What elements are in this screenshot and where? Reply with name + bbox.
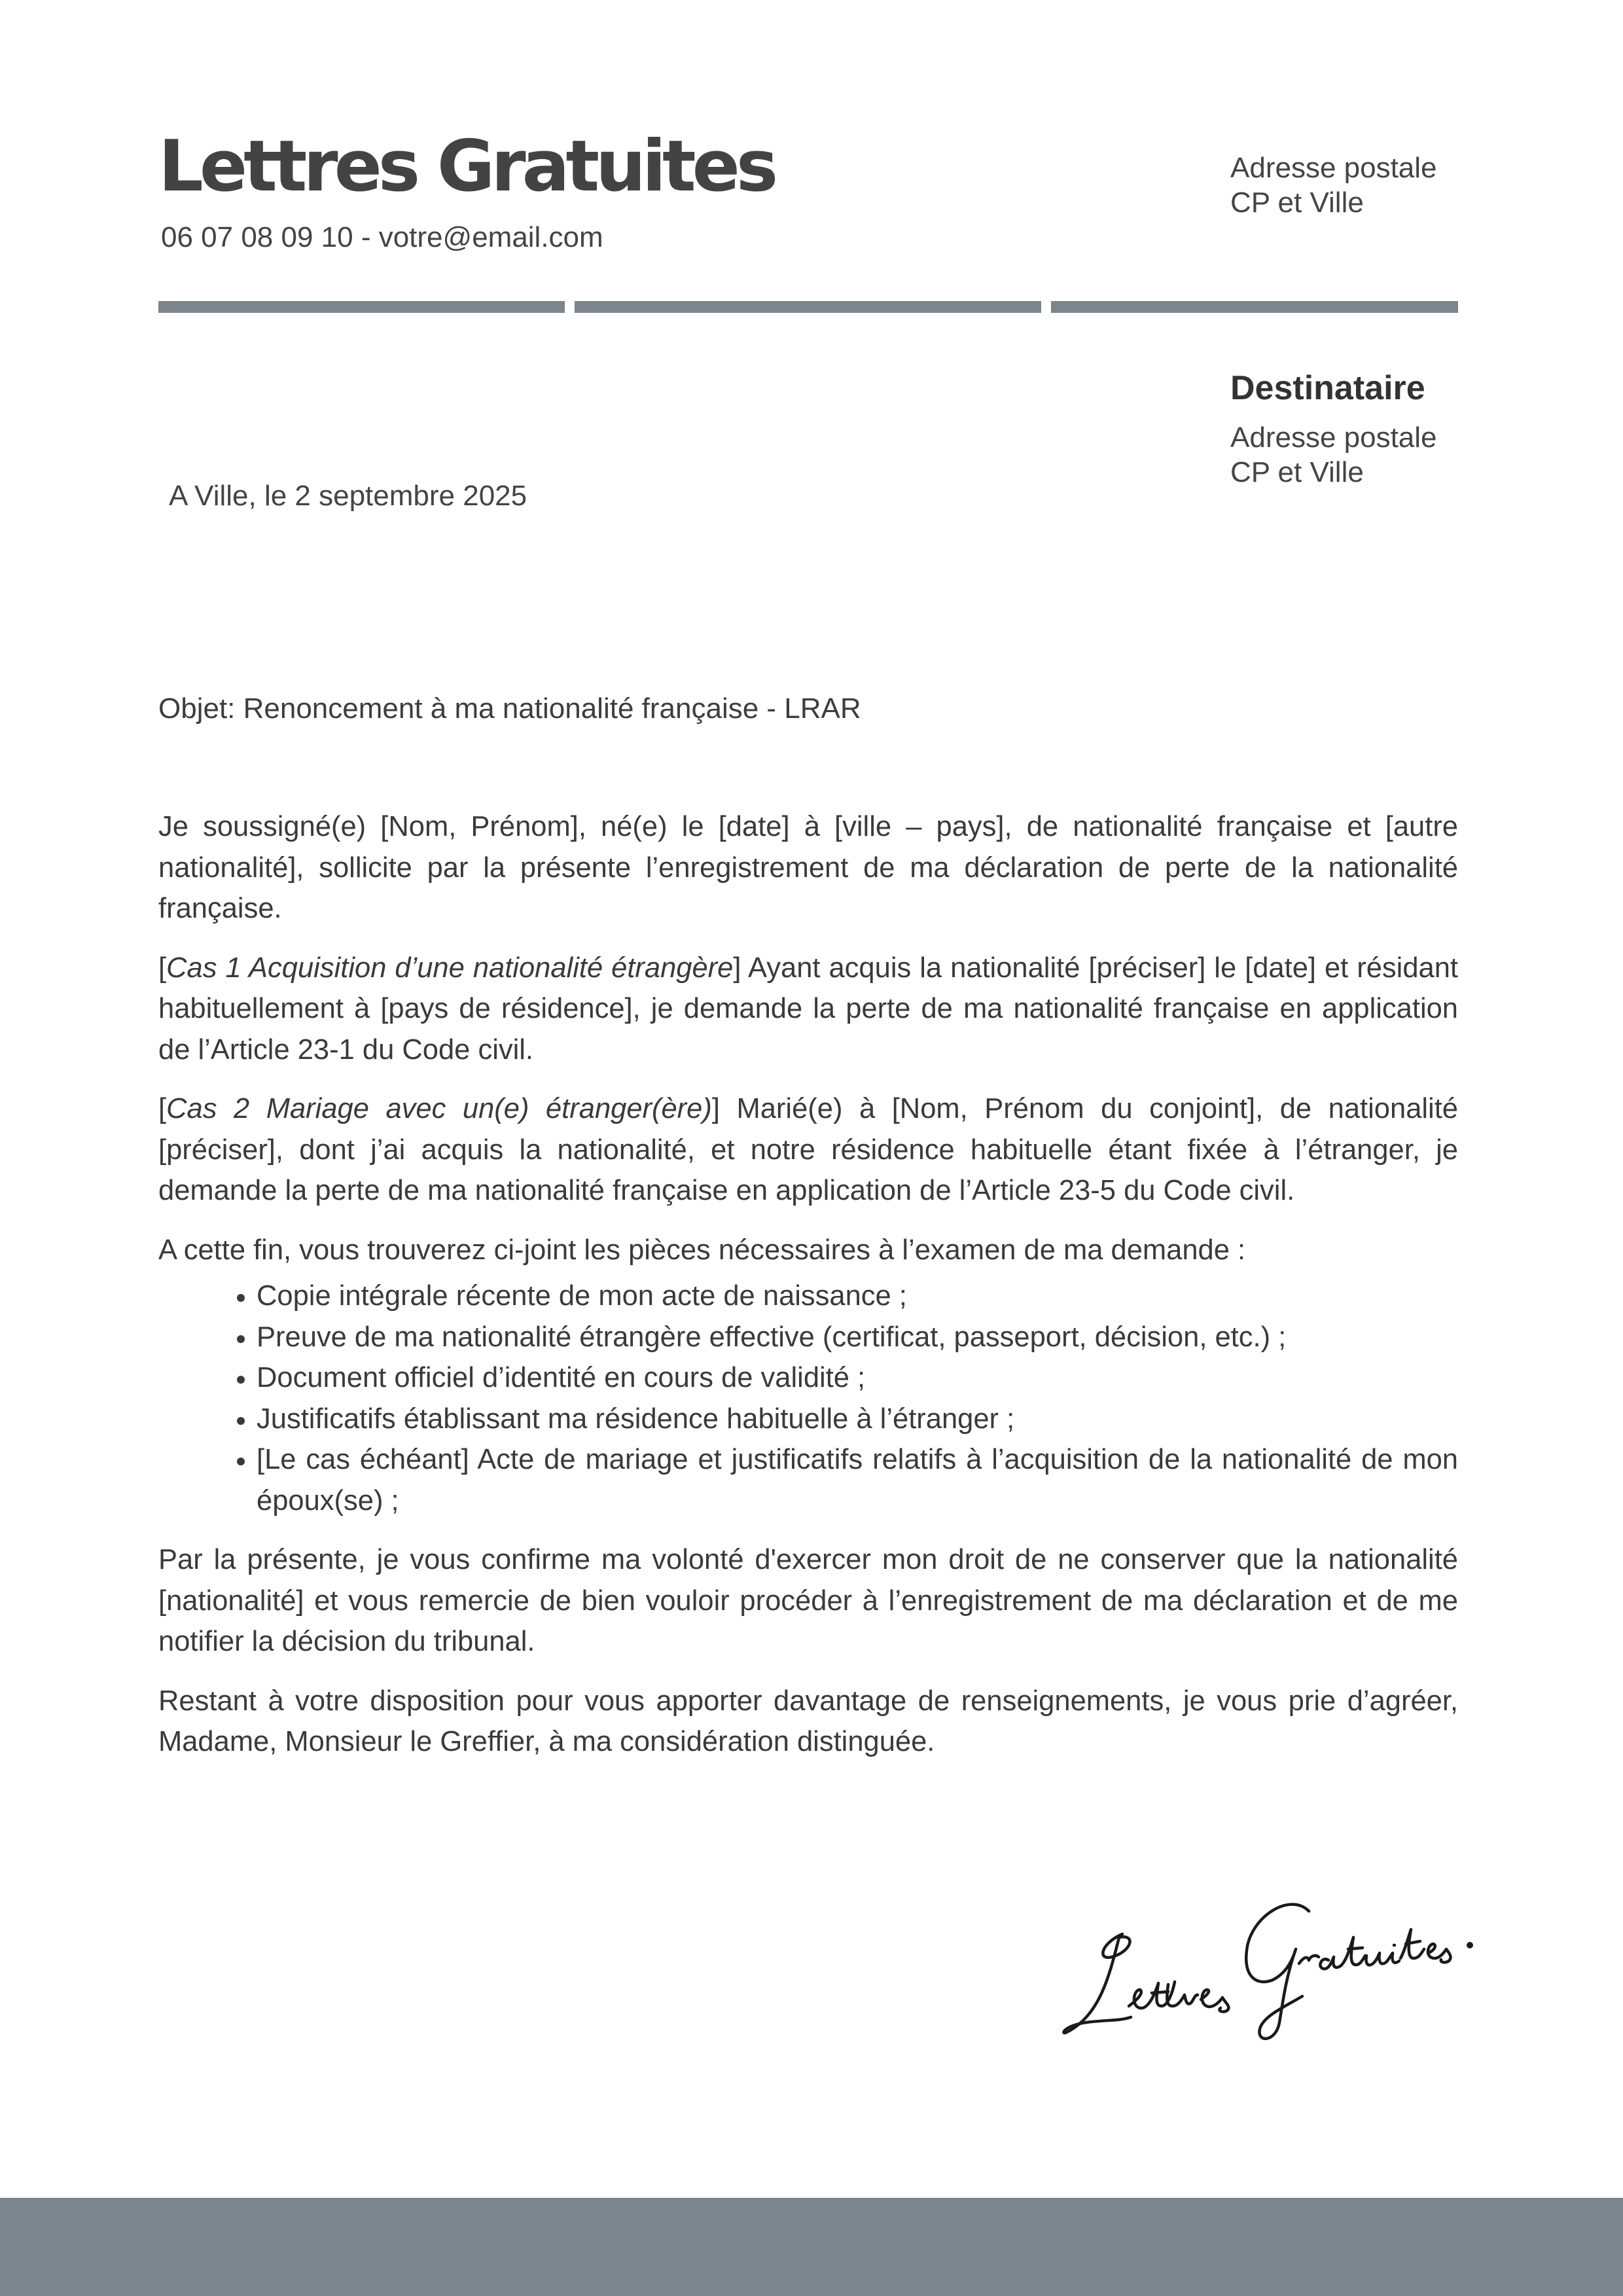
recipient-address-line1: Adresse postale <box>1230 422 1437 454</box>
header-divider-right <box>1051 301 1458 313</box>
list-item: • Preuve de ma nationalité étrangère effective (certificat, passeport, décision, etc.) ; <box>257 1317 1458 1358</box>
sender-contact: 06 07 08 09 10 - votre@email.com <box>161 221 603 253</box>
paragraph-enclosures-intro: A cette fin, vous trouverez ci-joint les pièces nécessaires à l’examen de ma demande : <box>158 1234 1246 1266</box>
paragraph-intro: Je soussigné(e) [Nom, Prénom], né(e) le [date] à [ville – pays], de nationalité française et [autre nationalité], sollicite par la présente l’enregistrement de ma déclaration de perte de la nationalité française. <box>158 811 1458 924</box>
bracket-open: [ <box>158 952 167 984</box>
sender-address <box>1230 151 1437 220</box>
list-item: • [Le cas échéant] Acte de mariage et justificatifs relatifs à l’acquisition de la nationalité de mon époux(se) ; <box>257 1439 1458 1521</box>
paragraph-case-1 <box>158 948 1458 1071</box>
sender-address-line2: CP et Ville <box>1230 187 1364 219</box>
paragraph-confirmation: Par la présente, je vous confirme ma volonté d'exercer mon droit de ne conserver que la nationalité [nationalité] et vous remercie de bien vouloir procéder à l’enregistrement de ma déclaration et de me notifier la décision du tribunal. <box>158 1544 1458 1657</box>
handwritten-signature <box>1060 1872 1486 2049</box>
sender-address-line1: Adresse postale <box>1230 152 1437 184</box>
header-divider-left <box>158 301 565 313</box>
header-divider-middle <box>575 301 1041 313</box>
recipient-address <box>1230 420 1437 490</box>
bracket-open: [ <box>158 1093 167 1124</box>
letter-subject: Objet: Renoncement à ma nationalité française - LRAR <box>158 692 861 725</box>
footer-band <box>0 2198 1623 2296</box>
place-date: A Ville, le 2 septembre 2025 <box>169 480 527 512</box>
recipient-address-line2: CP et Ville <box>1230 456 1364 488</box>
case-1-label: Cas 1 Acquisition d’une nationalité étrangère <box>166 952 734 984</box>
case-2-text: ] Marié(e) à [Nom, Prénom du conjoint], de nationalité [préciser], dont j’ai acquis la nationalité, et notre résidence habituelle étant fixée à l’étranger, je demande la perte de ma nationalité française en application de l’Article 23-5 du Code civil. <box>158 1093 1458 1206</box>
list-item: • Justificatifs établissant ma résidence habituelle à l’étranger ; <box>257 1399 1458 1440</box>
paragraph-case-2 <box>158 1088 1458 1211</box>
letter-body <box>158 806 1458 1781</box>
case-1-text: ] Ayant acquis la nationalité [préciser] le [date] et résidant habituellement à [pays de résidence], je demande la perte de ma nationalité française en application de l’Article 23-1 du Code civil. <box>158 952 1459 1066</box>
list-item: • Copie intégrale récente de mon acte de naissance ; <box>257 1276 1458 1317</box>
paragraph-closing: Restant à votre disposition pour vous apporter davantage de renseignements, je vous prie d’agréer, Madame, Monsieur le Greffier, à ma considération distinguée. <box>158 1685 1458 1757</box>
brand-title: Lettres Gratuites <box>158 126 775 207</box>
case-2-label: Cas 2 Mariage avec un(e) étranger(ère) <box>166 1093 712 1124</box>
recipient-name: Destinataire <box>1230 369 1425 407</box>
list-item: • Document officiel d’identité en cours de validité ; <box>257 1357 1458 1399</box>
enclosures-list <box>158 1276 1458 1521</box>
